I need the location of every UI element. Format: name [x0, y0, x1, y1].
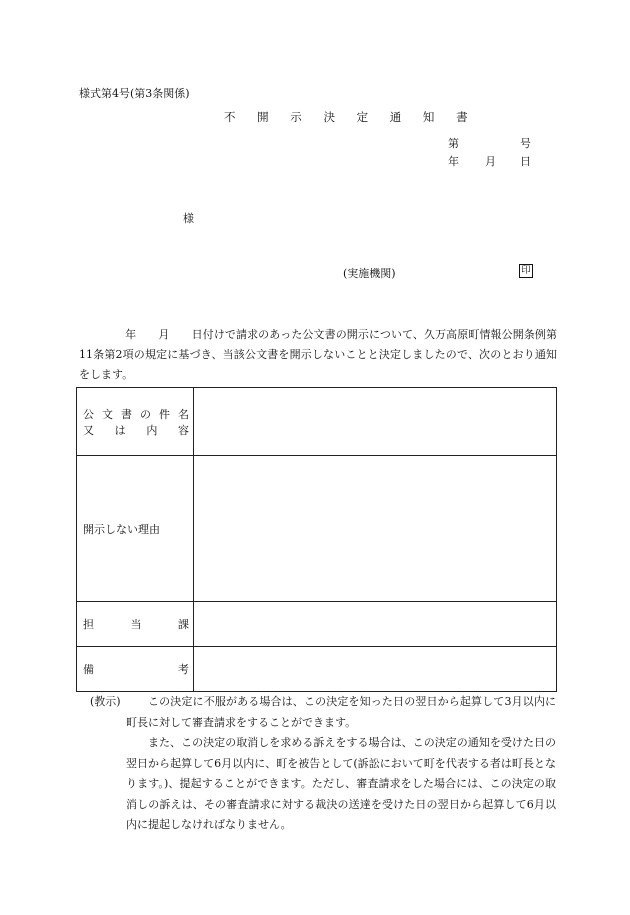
- instruction-para-2: また、この決定の取消しを求める訴えをする場合は、この決定の通知を受けた日の翌日から起算して6月以内に、町を被告として(訴訟において町を代表する者は町長となります。)、提起することができます。ただし、審査請求をした場合には、この決定の取消しの訴えは、その審査請求に対する裁決の送達を受けた日の翌日から起算して6月以内に提起しなければなりません。: [126, 736, 556, 831]
- remarks-label: 備 考: [77, 647, 194, 692]
- reason-value-cell: [194, 456, 557, 602]
- table-row: [77, 456, 557, 602]
- instruction-para-1: この決定に不服がある場合は、この決定を知った日の翌日から起算して3月以内に町長に対して審査請求をすることができます。: [126, 695, 556, 729]
- number-prefix: 第: [448, 137, 459, 150]
- date-day: 日: [520, 155, 531, 168]
- subject-label-line2: 又 は 内 容: [83, 423, 189, 437]
- table-row: [77, 388, 557, 456]
- date-year: 年: [448, 155, 459, 168]
- department-value-cell: [194, 602, 557, 647]
- agency-label: (実施機関): [343, 267, 396, 280]
- notice-body-text: 年 月 日付けで請求のあった公文書の開示について、久万高原町情報公開条例第11条第2項の規定に基づき、当該公文書を開示しないことと決定しましたので、次のとおり通知をします。: [79, 328, 557, 381]
- instruction-notes: [90, 692, 556, 836]
- subject-value-cell: [194, 388, 557, 456]
- remarks-value-cell: [194, 647, 557, 692]
- subject-label-line1: 公 文 書 の 件 名: [83, 407, 189, 421]
- subject-label: [77, 388, 194, 456]
- recipient-honorific: 様: [183, 212, 194, 225]
- department-label: 担 当 課: [77, 602, 194, 647]
- instruction-label: (教示): [90, 695, 121, 708]
- document-title: 不 開 示 決 定 通 知 書: [224, 110, 477, 124]
- notice-body: [79, 325, 557, 385]
- seal-mark: 印: [519, 264, 533, 278]
- table-row: [77, 647, 557, 692]
- number-suffix: 号: [520, 137, 531, 150]
- form-number: 様式第4号(第3条関係): [79, 87, 190, 100]
- notice-table: [76, 387, 557, 692]
- reason-label: 開示しない理由: [77, 456, 194, 602]
- date-month: 月: [485, 155, 496, 168]
- table-row: [77, 602, 557, 647]
